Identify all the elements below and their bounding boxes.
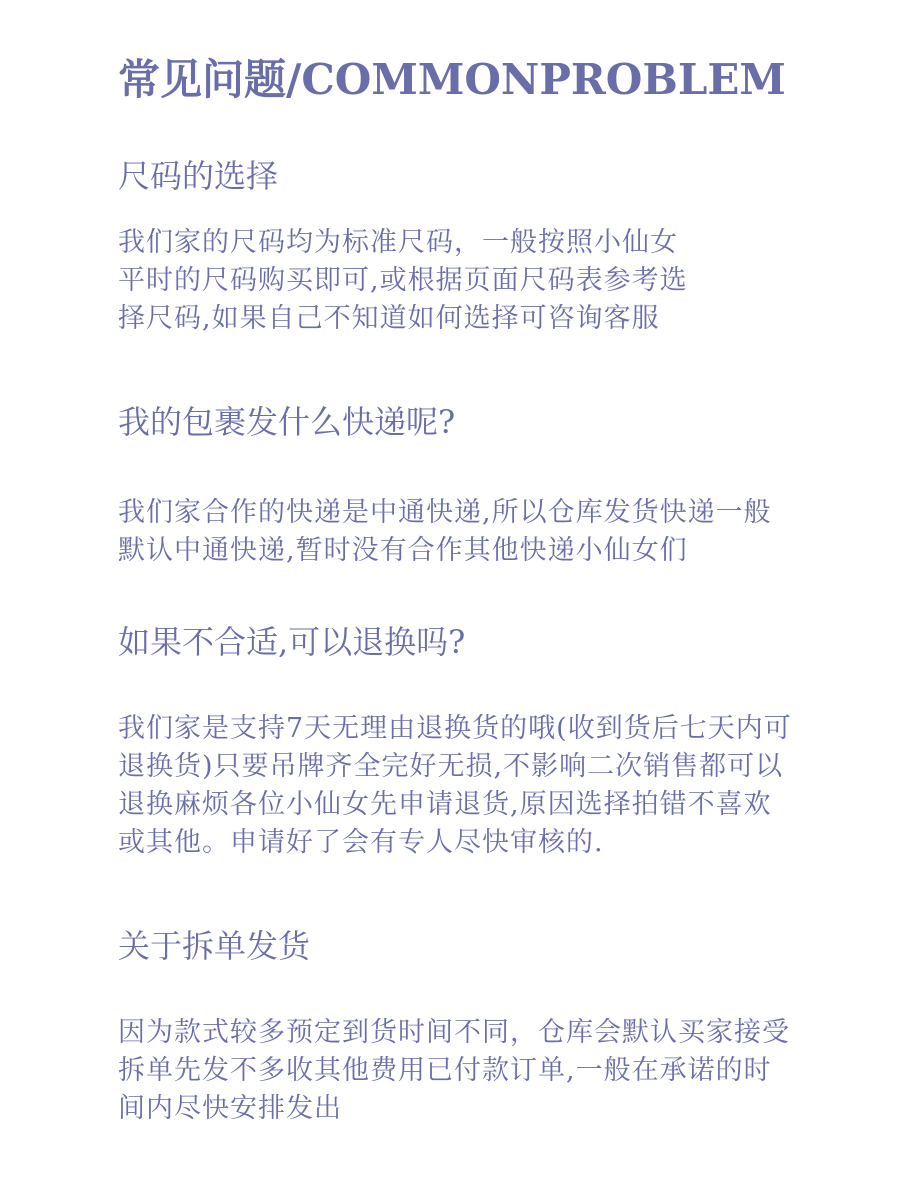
body-line: 退换麻烦各位小仙女先申请退货,原因选择拍错不喜欢 xyxy=(118,789,772,820)
body-line: 我们家合作的快递是中通快递,所以仓库发货快递一般 xyxy=(118,497,772,528)
section-body-shipping xyxy=(118,494,772,570)
section-heading-shipping: 我的包裹发什么快递呢? xyxy=(118,403,456,441)
body-line: 平时的尺码购买即可,或根据页面尺码表参考选 xyxy=(118,265,688,296)
section-body-split-shipment xyxy=(118,1014,790,1128)
section-heading-split-shipment: 关于拆单发货 xyxy=(118,927,311,965)
section-heading-size: 尺码的选择 xyxy=(118,157,279,195)
body-line: 拆单先发不多收其他费用已付款订单,一般在承诺的时 xyxy=(118,1055,772,1086)
body-line: 或其他。申请好了会有专人尽快审核的. xyxy=(118,827,604,858)
body-line: 因为款式较多预定到货时间不同，仓库会默认买家接受 xyxy=(118,1017,790,1048)
body-line: 我们家的尺码均为标准尺码，一般按照小仙女 xyxy=(118,227,678,258)
section-body-returns xyxy=(118,710,792,862)
body-line: 默认中通快递,暂时没有合作其他快递小仙女们 xyxy=(118,535,688,566)
section-heading-returns: 如果不合适,可以退换吗? xyxy=(118,623,466,661)
body-line: 择尺码,如果自己不知道如何选择可咨询客服 xyxy=(118,303,660,334)
body-line: 我们家是支持7天无理由退换货的哦(收到货后七天内可 xyxy=(118,713,792,744)
body-line: 间内尽快安排发出 xyxy=(118,1093,342,1124)
body-line: 退换货)只要吊牌齐全完好无损,不影响二次销售都可以 xyxy=(118,751,784,782)
page-title: 常见问题/COMMONPROBLEM xyxy=(118,55,786,104)
section-body-size xyxy=(118,224,688,338)
